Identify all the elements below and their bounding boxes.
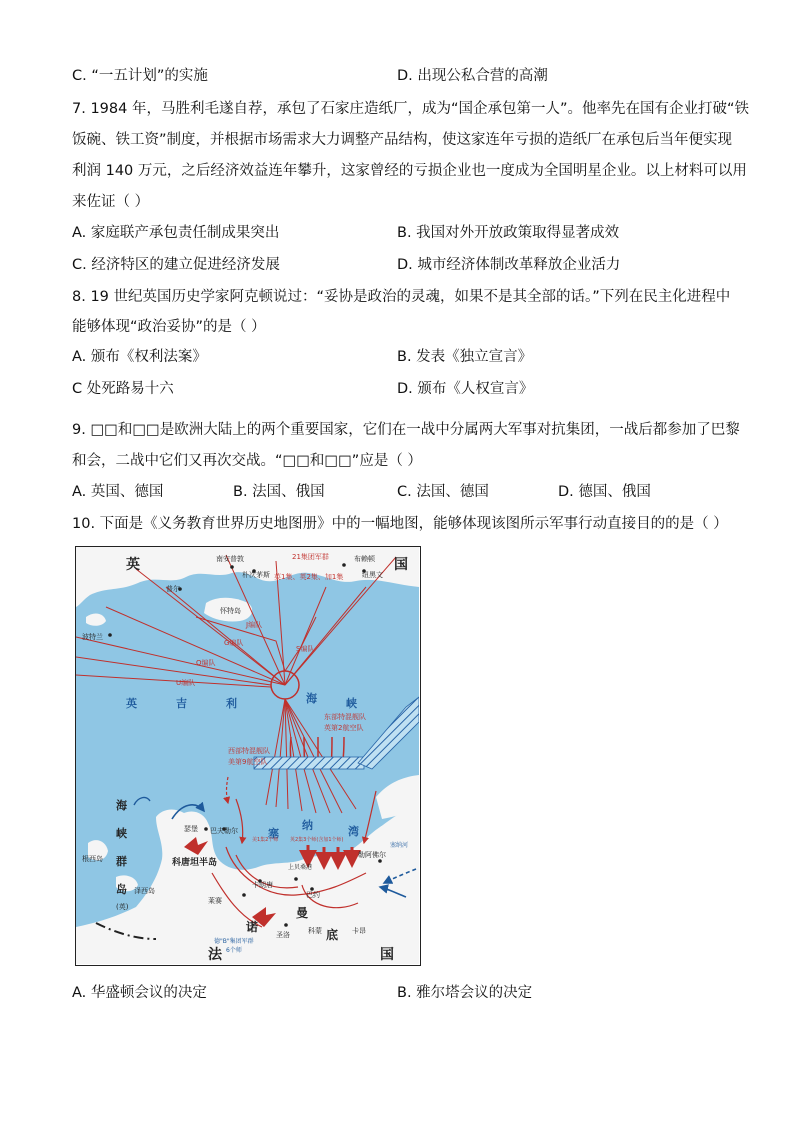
q8-option-a[interactable]: A. 颁布《权利法案》 (72, 349, 207, 365)
bay-3: 湾 (348, 825, 359, 838)
label-uk-right: 国 (394, 557, 408, 573)
town-barfleur: 巴夫勒尔 (210, 827, 238, 835)
q8-option-b[interactable]: B. 发表《独立宣言》 (397, 349, 533, 365)
town-bayeux: 巴约 (306, 891, 320, 899)
army-21: 21集团军群 (292, 553, 329, 561)
q9-stem-line-1: 9. □□和□□是欧洲大陆上的两个重要国家，它们在一战中分属两大军事对抗集团，一战后都参加了巴黎 (72, 422, 740, 438)
town-stlo: 圣洛 (276, 931, 290, 939)
isl-uk: (英) (116, 903, 129, 911)
nd-2: 曼 (296, 906, 309, 920)
q9-option-b[interactable]: B. 法国、俄国 (233, 484, 325, 500)
town-lehavre: 勒阿佛尔 (358, 851, 386, 859)
town-carentan: 卡朗唐 (252, 881, 273, 889)
q7-stem-line-1: 7. 1984 年，马胜利毛遂自荐，承包了石家庄造纸厂，成为“国企承包第一人”。他率先在国有企业打破“铁 (72, 101, 749, 117)
q8-stem-line-1: 8. 19 世纪英国历史学家阿克顿说过：“妥协是政治的灵魂，如果不是其全部的话。”下列在民主化进程中 (72, 289, 731, 305)
q8-stem-line-2: 能够体现“政治妥协”的是（ ） (72, 319, 266, 335)
strait-2: 吉 (176, 697, 187, 710)
town-newhaven: 纽黑文 (362, 571, 383, 579)
town-brighton: 布赖顿 (354, 555, 375, 563)
isl-strait-4: 岛 (116, 883, 127, 896)
q7-stem-line-2: 饭碗、铁工资”制度，并根据市场需求大力调整产品结构，使这家连年亏损的造纸厂在承包后当年便实现 (72, 132, 733, 148)
town-portsmouth: 朴次茅斯 (242, 571, 270, 579)
div2: 英2集3个师(含加1个师) (290, 837, 344, 843)
force-o: O编队 (196, 659, 216, 667)
normandy-landing-map (75, 546, 421, 966)
isl-strait-1: 海 (116, 799, 127, 812)
q9-option-d[interactable]: D. 德国、俄国 (558, 484, 651, 500)
town-caumont: 科蒙 (308, 927, 322, 935)
town-caen: 卡昂 (352, 927, 366, 935)
label-fr-left: 法 (208, 947, 222, 963)
town-southampton: 南安普敦 (216, 555, 244, 563)
corps-uk: 英1集、英2集、加1集 (274, 573, 344, 581)
army-b1: 德"B"集团军群 (214, 938, 254, 945)
q10-option-b[interactable]: B. 雅尔塔会议的决定 (397, 985, 533, 1001)
town-cherbourg: 瑟堡 (184, 825, 198, 833)
label-uk-left: 英 (126, 557, 140, 573)
q7-option-d[interactable]: D. 城市经济体制改革释放企业活力 (397, 257, 621, 273)
force-u: U编队 (176, 679, 196, 687)
q8-option-d[interactable]: D. 颁布《人权宣言》 (397, 381, 534, 397)
isl-strait-2: 峡 (116, 827, 127, 840)
town-portland: 波特兰 (82, 633, 103, 641)
q9-option-a[interactable]: A. 英国、德国 (72, 484, 164, 500)
east-fleet-2: 英第2航空队 (324, 724, 364, 732)
label-fr-right: 国 (380, 947, 394, 963)
force-s: S编队 (296, 645, 315, 653)
q10-stem: 10. 下面是《义务教育世界历史地图册》中的一幅地图，能够体现该图所示军事行动直接目的的是（ ） (72, 516, 728, 532)
force-g: G编队 (224, 639, 244, 647)
guernsey-label: 根西岛 (82, 855, 103, 863)
q8-option-c[interactable]: C 处死路易十六 (72, 381, 174, 397)
west-fleet-2: 美第9航空队 (228, 758, 268, 766)
q7-option-b[interactable]: B. 我国对外开放政策取得显著成效 (397, 225, 620, 241)
strait-1: 英 (126, 697, 137, 710)
q10-option-a[interactable]: A. 华盛顿会议的决定 (72, 985, 207, 1001)
force-j: J编队 (246, 621, 263, 629)
bay-2: 纳 (302, 819, 313, 832)
swept-channel (254, 757, 364, 769)
nd-3: 底 (326, 928, 339, 942)
us-div: 美1集2个师 (252, 837, 279, 843)
q9-option-c[interactable]: C. 法国、德国 (397, 484, 489, 500)
q6-option-d[interactable]: D. 出现公私合营的高潮 (397, 68, 548, 84)
peninsula-cotentin: 科唐坦半岛 (172, 858, 218, 868)
q7-stem-line-3: 利润 140 万元，之后经济效益连年攀升，这家曾经的亏损企业也一度成为全国明星企业。以上材料可以用 (72, 163, 747, 179)
town-lessay: 莱赛 (208, 897, 222, 905)
seine-label: 塞纳河 (390, 842, 409, 849)
town-port: 上贝桑港 (288, 864, 313, 871)
q7-option-c[interactable]: C. 经济特区的建立促进经济发展 (72, 257, 280, 273)
strait-3: 利 (226, 697, 237, 710)
strait-5: 峡 (346, 697, 357, 710)
bay-1: 塞 (268, 827, 279, 840)
army-b2: 6个师 (226, 947, 242, 954)
q9-stem-line-2: 和会，二战中它们又再次交战。“□□和□□”应是（ ） (72, 453, 422, 469)
q6-option-c[interactable]: C. “一五计划”的实施 (72, 68, 208, 84)
strait-4: 海 (306, 692, 317, 705)
isl-strait-3: 群 (116, 855, 127, 868)
q7-option-a[interactable]: A. 家庭联产承包责任制成果突出 (72, 225, 280, 241)
west-fleet-1: 西部特混舰队 (228, 747, 270, 755)
east-fleet-1: 东部特混舰队 (324, 713, 366, 721)
isle-of-wight-label: 怀特岛 (220, 607, 241, 615)
q7-stem-line-4: 来佐证（ ） (72, 194, 150, 210)
jersey-label: 泽西岛 (134, 887, 155, 895)
town-poole: 普尔 (166, 585, 180, 593)
nd-1: 诺 (246, 920, 259, 934)
